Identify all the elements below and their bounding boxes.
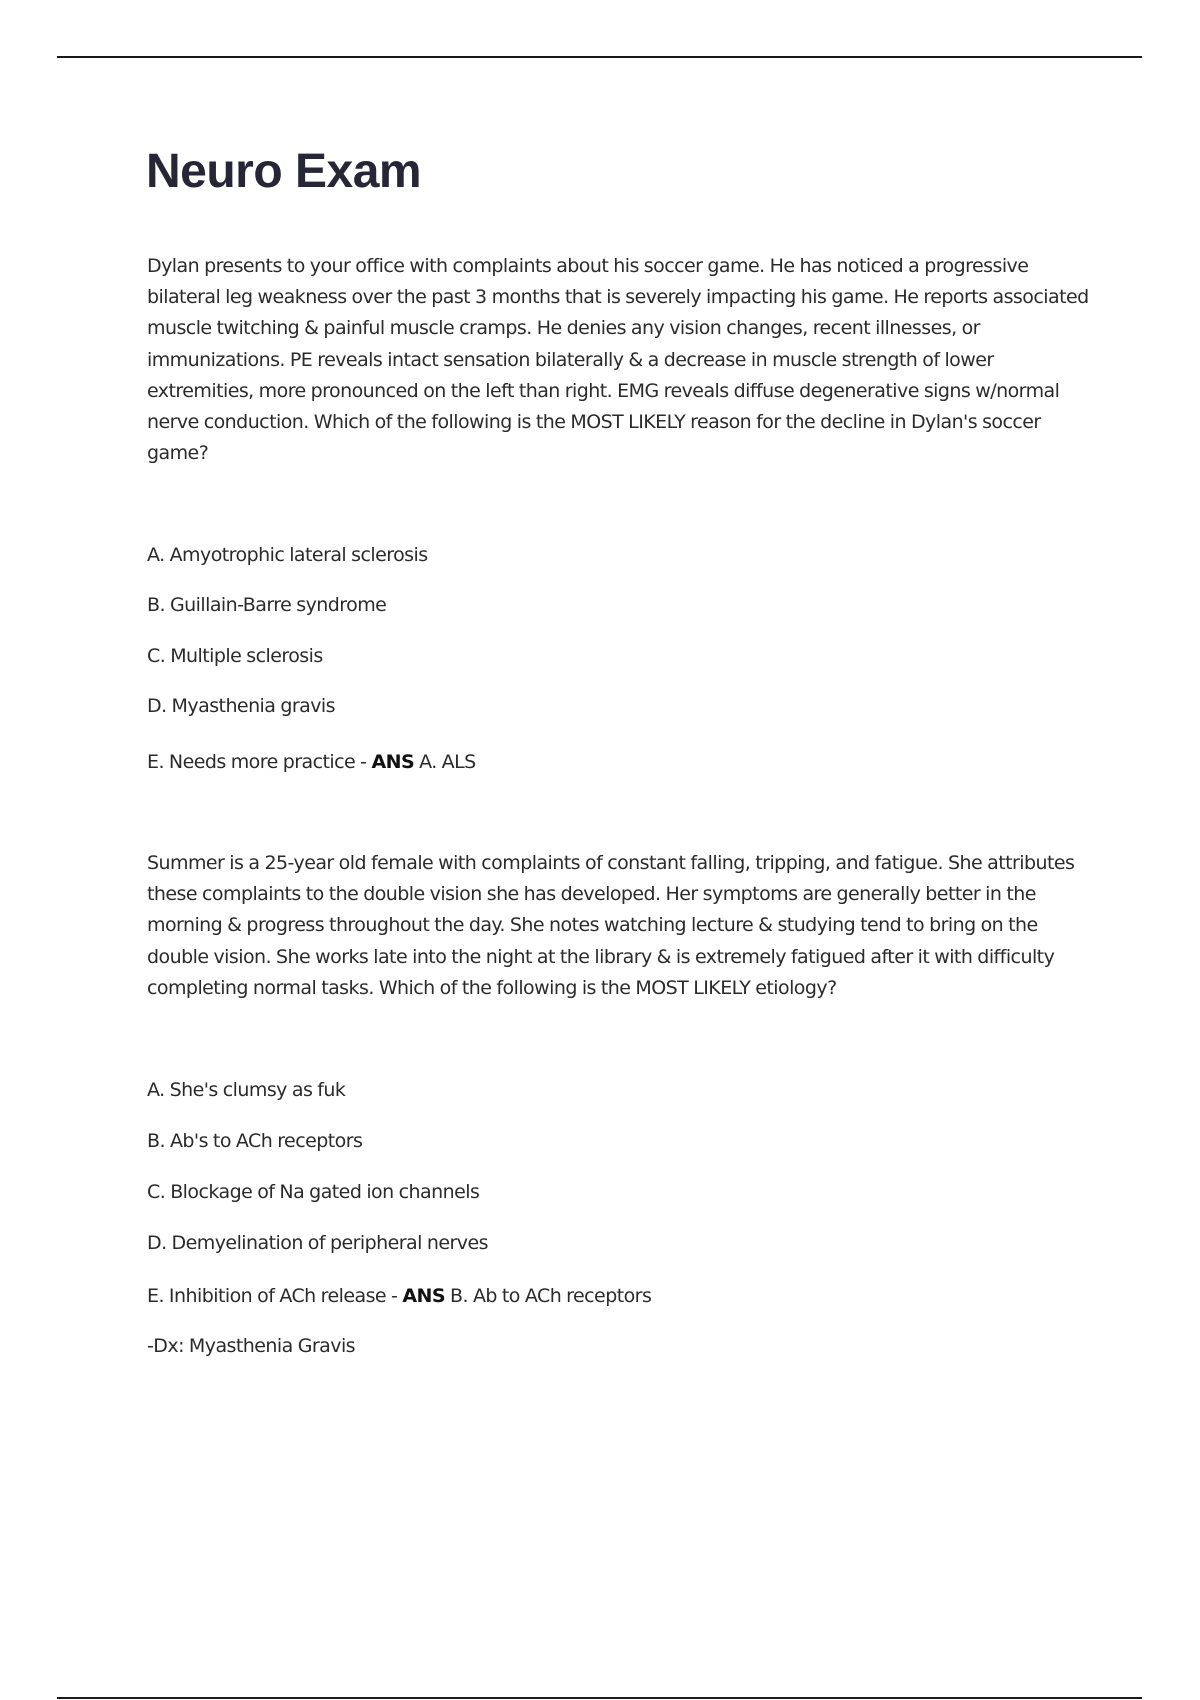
question-2-option-e [147,1284,651,1308]
stem-line: these complaints to the double vision she has developed. Her symptoms are generally better in the [147,883,1036,906]
answer-label: ANS [371,751,415,773]
answer-text: B. Ab to ACh receptors [445,1285,652,1307]
stem-line: extremities, more pronounced on the left than right. EMG reveals diffuse degenerative signs w/normal [147,379,1060,402]
stem-line: Dylan presents to your office with complaints about his soccer game. He has noticed a progressive [147,255,1029,277]
question-2-option-a: A. She's clumsy as fuk [147,1079,346,1101]
stem-line: muscle twitching & painful muscle cramps. He denies any vision changes, recent illnesses, or [147,317,980,340]
stem-line: game? [147,442,209,465]
question-1-option-d: D. Myasthenia gravis [147,695,336,717]
answer-label: ANS [402,1285,445,1307]
stem-line: morning & progress throughout the day. She notes watching lecture & studying tend to bring on the [147,914,1038,937]
stem-line: nerve conduction. Which of the following is the MOST LIKELY reason for the decline in Dylan's soccer [147,411,1041,434]
top-horizontal-rule [57,56,1142,58]
option-e-text: E. Needs more practice - [147,751,372,773]
stem-line: Summer is a 25-year old female with complaints of constant falling, tripping, and fatigue. She attributes [147,852,1075,874]
page-title: Neuro Exam [146,145,422,198]
question-1-option-c: C. Multiple sclerosis [147,645,323,667]
answer-text: A. ALS [414,751,476,773]
question-2-option-b: B. Ab's to ACh receptors [147,1130,363,1152]
question-2-option-c: C. Blockage of Na gated ion channels [147,1181,480,1203]
stem-line: completing normal tasks. Which of the following is the MOST LIKELY etiology? [147,976,837,999]
option-e-text: E. Inhibition of ACh release - [147,1285,403,1307]
question-1-option-a: A. Amyotrophic lateral sclerosis [147,544,428,566]
stem-line: immunizations. PE reveals intact sensation bilaterally & a decrease in muscle strength of lower [147,348,994,371]
question-1-option-e [147,750,476,774]
question-1-stem [147,251,1107,469]
question-2-diagnosis-note: -Dx: Myasthenia Gravis [147,1335,356,1357]
question-2-option-d: D. Demyelination of peripheral nerves [147,1232,488,1254]
question-2-stem [147,848,1107,1004]
stem-line: bilateral leg weakness over the past 3 months that is severely impacting his game. He reports associated [147,286,1089,309]
question-1-option-b: B. Guillain-Barre syndrome [147,594,387,616]
bottom-horizontal-rule [57,1697,1142,1699]
stem-line: double vision. She works late into the night at the library & is extremely fatigued after it with difficulty [147,945,1055,968]
